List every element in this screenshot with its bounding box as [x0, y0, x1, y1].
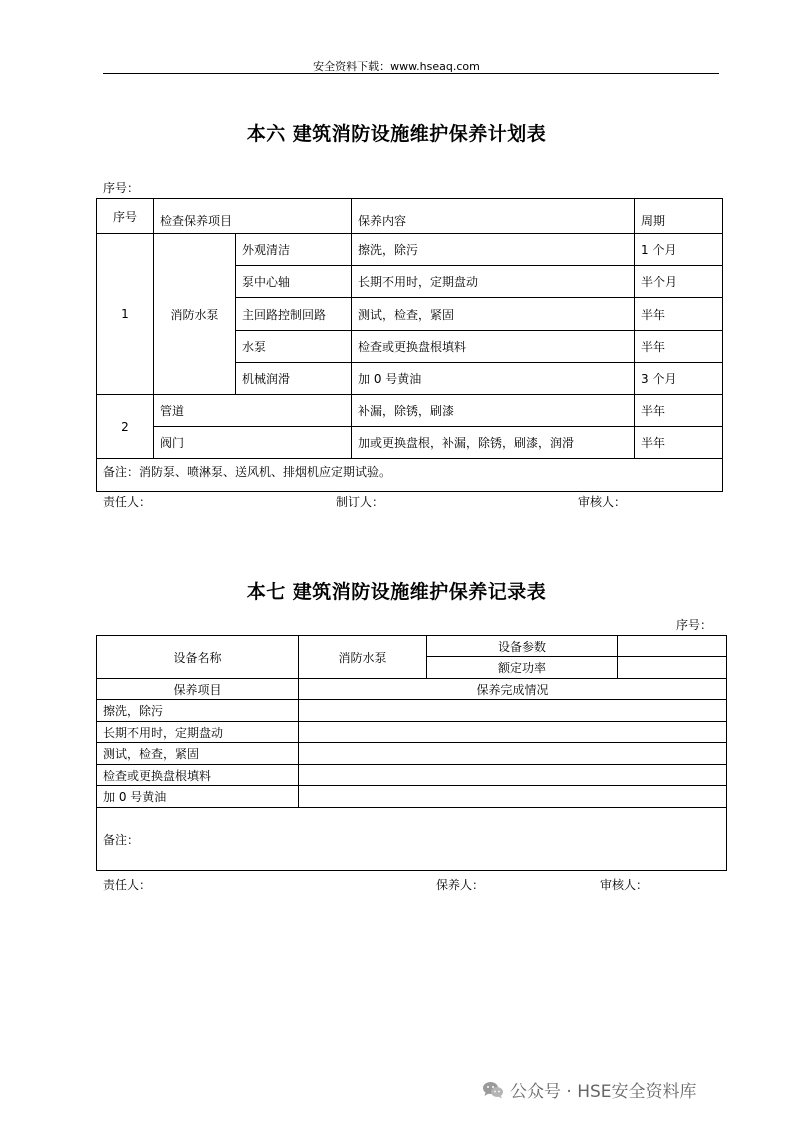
record-remark-row — [97, 808, 727, 871]
table-row — [97, 427, 723, 459]
record-maintainer-label: 保养人： — [436, 878, 485, 892]
page-header: 安全资料下载：www.hseaq.com — [313, 60, 480, 73]
record-device-row — [97, 636, 727, 657]
record-item: 加 0 号黄油 — [97, 786, 299, 808]
record-status-cell — [299, 765, 727, 786]
plan-group-name: 消防水泵 — [154, 234, 236, 395]
record-item: 擦洗，除污 — [97, 700, 299, 722]
record-status-cell — [299, 700, 727, 722]
plan-item: 水泵 — [236, 331, 352, 363]
plan-responsible-label: 责任人： — [103, 495, 152, 509]
record-reviewer-label: 审核人： — [600, 878, 649, 892]
plan-item: 机械润滑 — [236, 363, 352, 395]
rated-power-label: 额定功率 — [427, 657, 618, 679]
watermark-text: 公众号 · HSE安全资料库 — [510, 1082, 697, 1102]
plan-group-no: 1 — [97, 234, 154, 395]
plan-content: 检查或更换盘根填料 — [352, 331, 635, 363]
plan-table — [96, 198, 723, 492]
plan-remark-row — [97, 459, 723, 492]
plan-head-no: 序号 — [97, 199, 154, 234]
record-remark: 备注： — [97, 808, 727, 871]
plan-head-cycle: 周期 — [635, 199, 723, 234]
plan-header-row — [97, 199, 723, 234]
wechat-icon — [482, 1081, 504, 1099]
record-table — [96, 635, 727, 871]
plan-cycle: 半个月 — [635, 266, 723, 298]
record-item: 测试，检查，紧固 — [97, 743, 299, 765]
plan-item: 主回路控制回路 — [236, 298, 352, 331]
table-row — [97, 722, 727, 743]
rated-power-value — [618, 657, 727, 679]
plan-cycle: 3 个月 — [635, 363, 723, 395]
record-item: 检查或更换盘根填料 — [97, 765, 299, 786]
plan-item: 外观清洁 — [236, 234, 352, 266]
plan-title: 本六 建筑消防设施维护保养计划表 — [246, 123, 547, 145]
record-header-row — [97, 679, 727, 700]
device-name-label: 设备名称 — [97, 636, 299, 679]
plan-group-no: 2 — [97, 395, 154, 459]
table-row — [97, 395, 723, 427]
record-status-cell — [299, 786, 727, 808]
watermark — [482, 1077, 697, 1102]
plan-content: 加 0 号黄油 — [352, 363, 635, 395]
record-item: 长期不用时，定期盘动 — [97, 722, 299, 743]
plan-cycle: 半年 — [635, 427, 723, 459]
plan-item: 管道 — [154, 395, 352, 427]
plan-content: 补漏，除锈，刷漆 — [352, 395, 635, 427]
table-row — [97, 743, 727, 765]
table-row — [97, 234, 723, 266]
record-status-cell — [299, 722, 727, 743]
device-name-value: 消防水泵 — [299, 636, 427, 679]
plan-content: 长期不用时，定期盘动 — [352, 266, 635, 298]
record-serial-label: 序号： — [676, 618, 713, 632]
plan-cycle: 半年 — [635, 298, 723, 331]
plan-content: 擦洗，除污 — [352, 234, 635, 266]
plan-head-content: 保养内容 — [352, 199, 635, 234]
device-params-value — [618, 636, 727, 657]
plan-serial-label: 序号： — [103, 181, 140, 195]
record-item-header: 保养项目 — [97, 679, 299, 700]
plan-head-item: 检查保养项目 — [154, 199, 352, 234]
plan-cycle: 半年 — [635, 331, 723, 363]
plan-content: 加或更换盘根，补漏，除锈，刷漆，润滑 — [352, 427, 635, 459]
plan-cycle: 1 个月 — [635, 234, 723, 266]
record-status-header: 保养完成情况 — [299, 679, 727, 700]
plan-maker-label: 制订人： — [336, 495, 385, 509]
header-divider — [103, 73, 719, 74]
plan-content: 测试，检查，紧固 — [352, 298, 635, 331]
record-responsible-label: 责任人： — [103, 878, 152, 892]
table-row — [97, 765, 727, 786]
plan-remark: 备注：消防泵、喷淋泵、送风机、排烟机应定期试验。 — [97, 459, 723, 492]
table-row — [97, 700, 727, 722]
plan-reviewer-label: 审核人： — [578, 495, 627, 509]
record-status-cell — [299, 743, 727, 765]
plan-item: 阀门 — [154, 427, 352, 459]
table-row — [97, 786, 727, 808]
plan-cycle: 半年 — [635, 395, 723, 427]
plan-item: 泵中心轴 — [236, 266, 352, 298]
record-title: 本七 建筑消防设施维护保养记录表 — [246, 581, 547, 603]
device-params-label: 设备参数 — [427, 636, 618, 657]
